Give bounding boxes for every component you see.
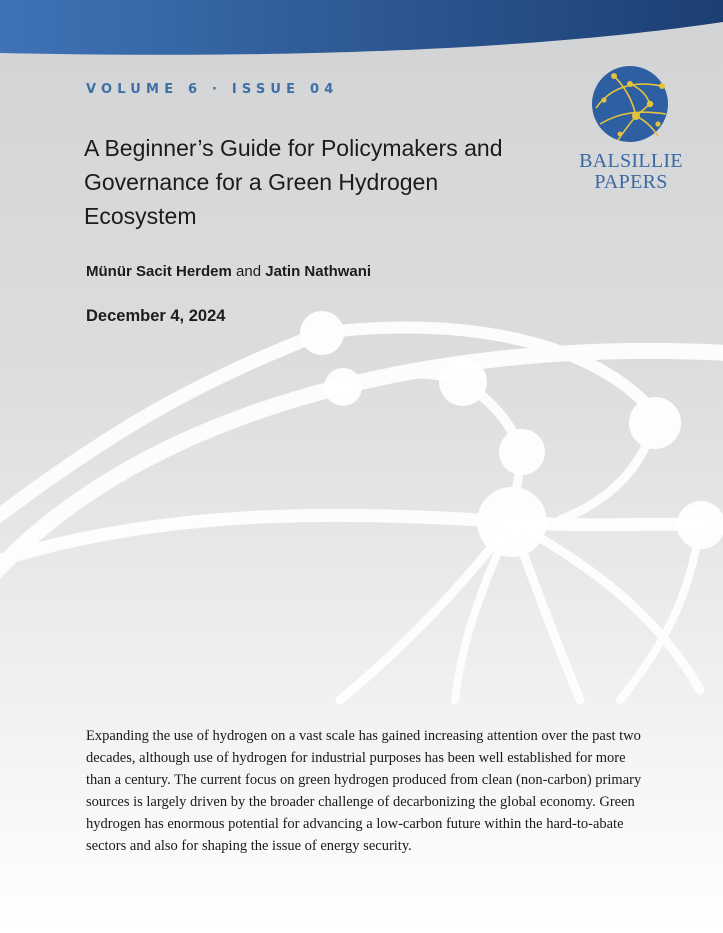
balsillie-papers-logo (575, 64, 687, 193)
publication-date: December 4, 2024 (86, 307, 226, 325)
author-name: Jatin Nathwani (265, 263, 372, 280)
volume-issue-label: VOLUME 6 · ISSUE 04 (86, 82, 339, 97)
logo-line-balsillie: BALSILLIE (579, 150, 683, 172)
globe-network-icon (590, 64, 670, 144)
abstract-paragraph: Expanding the use of hydrogen on a vast scale has gained increasing attention over the past two decades, although use of hydrogen for industrial purposes has been well established for more than a century. The current focus on green hydrogen produced from clean (non-carbon) primary sources is largely driven by the broader challenge of decarbonizing the global economy. Green hydrogen has enormous potential for advancing a low-carbon future within the hard-to-abate sectors and also for shaping the issue of energy security. (86, 728, 642, 854)
author-joiner: and (231, 263, 266, 280)
author-name: Münür Sacit Herdem (86, 263, 232, 280)
logo-line-papers: PAPERS (594, 171, 668, 193)
paper-title: A Beginner’s Guide for Policymakers and Governance for a Green Hydrogen Ecosystem (84, 135, 503, 229)
author-line (86, 263, 371, 280)
